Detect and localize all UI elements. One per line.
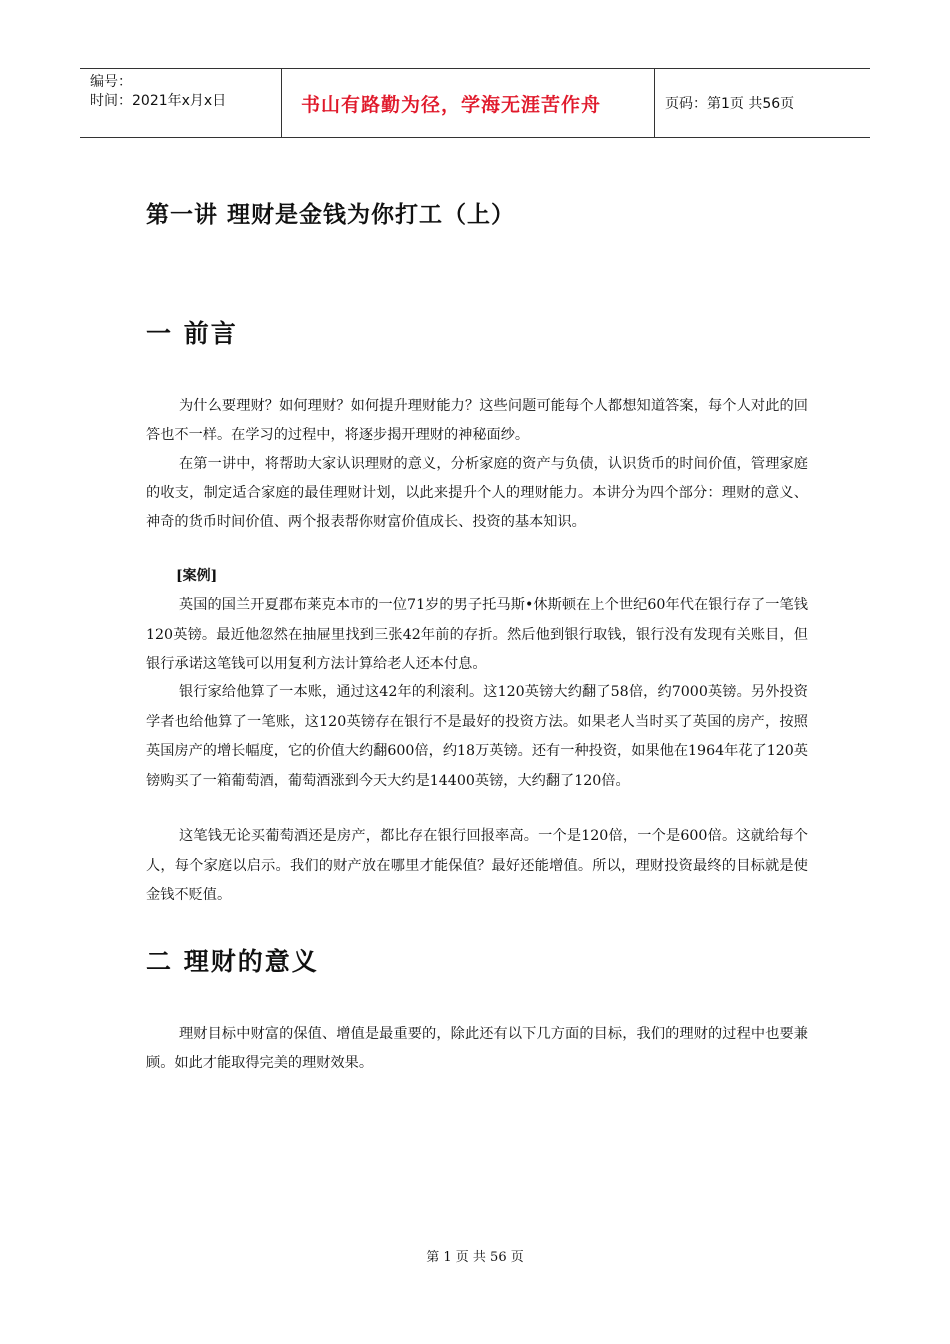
section-heading-meaning: 二 理财的意义 — [146, 947, 319, 976]
case-paragraph-3: 这笔钱无论买葡萄酒还是房产，都比存在银行回报率高。一个是120倍，一个是600倍。这就给每个人，每个家庭以启示。我们的财产放在哪里才能保值？最好还能增值。所以，理财投资最终的目标就是使金钱不贬值。 — [146, 828, 808, 903]
section-heading-preface: 一 前言 — [146, 319, 238, 348]
header-motto: 书山有路勤为径，学海无涯苦作舟 — [301, 93, 602, 116]
document-header — [80, 68, 870, 138]
case-label: [案例] — [176, 568, 218, 584]
case-paragraph-1: 英国的国兰开夏郡布莱克本市的一位71岁的男子托马斯•休斯顿在上个世纪60年代在银行存了一笔钱120英镑。最近他忽然在抽屉里找到三张42年前的存折。然后他到银行取钱，银行没有发现有关账目，但银行承诺这笔钱可以用复利方法计算给老人还本付息。 — [146, 597, 808, 672]
header-page-cell — [655, 69, 870, 137]
case-paragraph-2: 银行家给他算了一本账，通过这42年的利滚利。这120英镑大约翻了58倍，约7000英镑。另外投资学者也给他算了一笔账，这120英镑存在银行不是最好的投资方法。如果老人当时买了英国的房产，按照英国房产的增长幅度，它的价值大约翻600倍，约18万英镑。还有一种投资，如果他在1964年花了120英镑购买了一箱葡萄酒，葡萄酒涨到今天大约是14400英镑，大约翻了120倍。 — [146, 684, 808, 789]
date-label: 时间：2021年x月x日 — [90, 93, 227, 109]
page-footer: 第 1 页 共 56 页 — [426, 1250, 524, 1265]
header-page-info: 页码：第1页 共56页 — [665, 96, 795, 112]
page-title: 第一讲 理财是金钱为你打工（上） — [146, 202, 516, 228]
header-meta — [80, 69, 282, 137]
preface-paragraph-2: 在第一讲中，将帮助大家认识理财的意义，分析家庭的资产与负债，认识货币的时间价值，管理家庭的收支，制定适合家庭的最佳理财计划，以此来提升个人的理财能力。本讲分为四个部分：理财的意义、神奇的货币时间价值、两个报表帮你财富价值成长、投资的基本知识。 — [146, 456, 808, 530]
preface-paragraph-1: 为什么要理财？如何理财？如何提升理财能力？这些问题可能每个人都想知道答案，每个人对此的回答也不一样。在学习的过程中，将逐步揭开理财的神秘面纱。 — [146, 398, 808, 443]
meaning-paragraph: 理财目标中财富的保值、增值是最重要的，除此还有以下几方面的目标，我们的理财的过程中也要兼顾。如此才能取得完美的理财效果。 — [146, 1026, 808, 1071]
header-motto-cell — [282, 69, 655, 137]
number-label: 编号： — [90, 74, 132, 90]
